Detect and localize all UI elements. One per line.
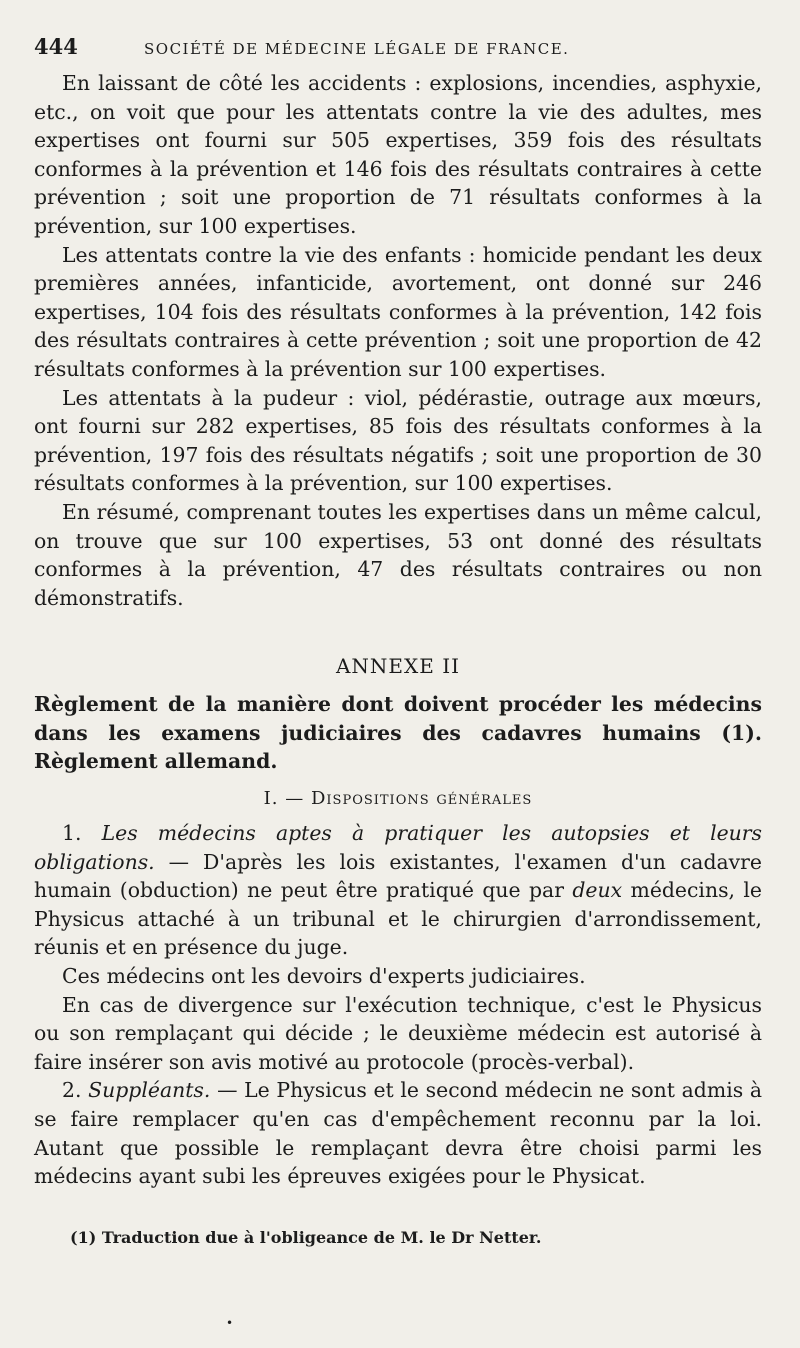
document-page bbox=[34, 34, 762, 1249]
paragraph-children: Les attentats contre la vie des enfants : homicide pendant les deux premières années, infanticide, avortement, ont donné sur 246 expertises, 104 fois des résultats conformes à la prévention, 142 fois des résultats contraires à cette prévention ; soit une proportion de 42 résultats conformes à la prévention sur 100 expertises. bbox=[34, 242, 762, 381]
section-numeral: I. — bbox=[263, 788, 305, 810]
article-2-title: Suppléants. bbox=[88, 1078, 211, 1103]
article-1-text-before: — D'après les lois existantes, l'examen d'un cadavre humain (obduction) ne peut être pratiqué que par bbox=[34, 849, 762, 903]
paragraph-adults: En laissant de côté les accidents : explosions, incendies, asphyxie, etc., on voit que pour les attentats contre la vie des adultes, mes expertises ont fourni sur 505 expertises, 359 fois des résultats conformes à la prévention et 146 fois des résultats contraires à cette prévention ; soit une proportion de 71 résultats conformes à la prévention, sur 100 expertises. bbox=[34, 71, 762, 238]
paragraph-summary: En résumé, comprenant toutes les expertises dans un même calcul, on trouve que sur 100 expertises, 53 ont donné des résultats conformes à la prévention, 47 des résultats contraires ou non démonstratifs. bbox=[34, 499, 762, 610]
article-2-text: — Le Physicus et le second médecin ne sont admis à se faire remplacer qu'en cas d'empêchement reconnu par la loi. Autant que possible le remplaçant devra être choisi parmi les médecins ayant subi les épreuves exigées pour le Physicat. bbox=[34, 1078, 763, 1189]
article-1-emphasis: deux bbox=[572, 878, 623, 903]
article-1-text-after: médecins, le Physicus attaché à un tribunal et le chirurgien d'arrondissement, réunis et en présence du juge. bbox=[34, 878, 762, 960]
annex-heading: ANNEXE II bbox=[335, 654, 461, 679]
paragraph-modesty: Les attentats à la pudeur : viol, pédérastie, outrage aux mœurs, ont fourni sur 282 expertises, 85 fois des résultats conformes à la prévention, 197 fois des résultats négatifs ; soit une proportion de 30 résultats conformes à la prévention, sur 100 expertises. bbox=[34, 385, 762, 496]
article-1-title: Les médecins aptes à pratiquer les autopsies et leurs obligations. bbox=[34, 821, 763, 874]
regulation-title: Règlement de la manière dont doivent procéder les médecins dans les examens judiciaires des cadavres humains (1). Règlement allemand. bbox=[34, 692, 762, 774]
section-title: Dispositions générales bbox=[310, 788, 533, 810]
paragraph-divergence: En cas de divergence sur l'exécution technique, c'est le Physicus ou son remplaçant qui décide ; le deuxième médecin est autorisé à faire insérer son avis motivé au protocole (procès-verbal). bbox=[34, 992, 762, 1074]
article-1-number: 1. bbox=[62, 821, 82, 846]
article-1 bbox=[34, 819, 762, 962]
section-heading bbox=[34, 788, 762, 809]
article-2-number: 2. bbox=[62, 1078, 82, 1103]
bottom-mark: • bbox=[226, 1316, 234, 1330]
running-title: SOCIÉTÉ DE MÉDECINE LÉGALE DE FRANCE. bbox=[144, 40, 570, 58]
page-number: 444 bbox=[34, 34, 78, 59]
footnote: (1) Traduction due à l'obligeance de M. le Dr Netter. bbox=[70, 1227, 542, 1247]
article-2 bbox=[34, 1076, 762, 1190]
paragraph-duties: Ces médecins ont les devoirs d'experts judiciaires. bbox=[62, 964, 586, 989]
running-header bbox=[34, 34, 762, 59]
